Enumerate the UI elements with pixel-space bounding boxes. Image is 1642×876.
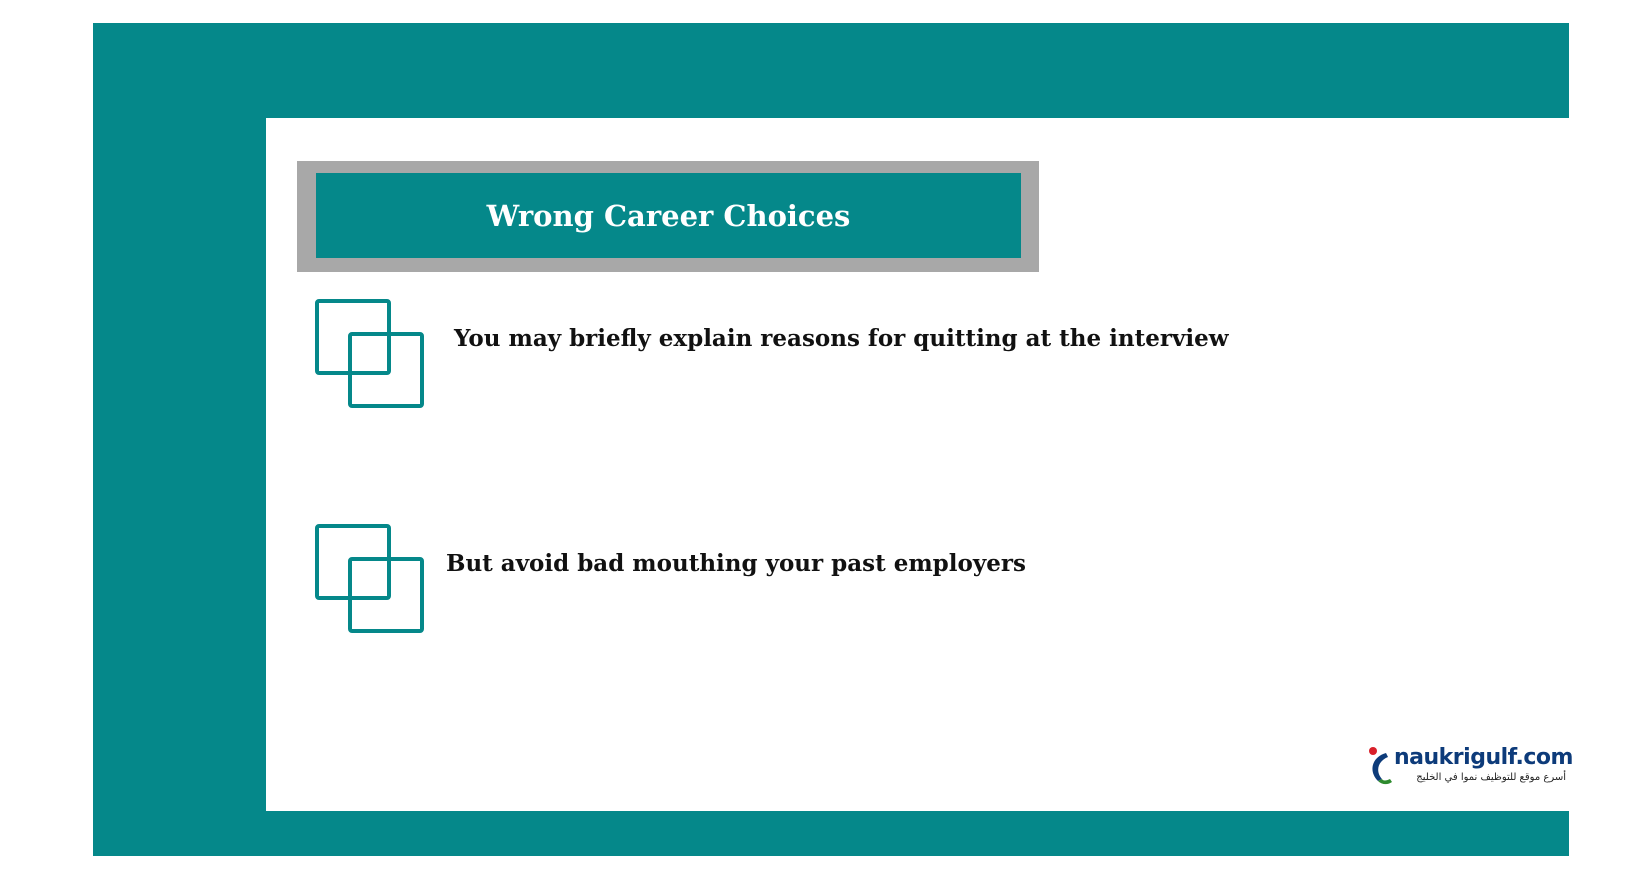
logo-name-suffix: .com (1515, 745, 1573, 770)
overlapping-squares-icon (314, 298, 430, 414)
slide-canvas (266, 118, 1589, 811)
bullet-text-2: But avoid bad mouthing your past employers (446, 550, 1026, 577)
logo-tagline: أسرع موقع للتوظيف نموا في الخليج (1416, 772, 1566, 783)
logo-name-main: naukrigulf (1394, 745, 1516, 770)
slide-frame (93, 23, 1573, 856)
slide-title: Wrong Career Choices (486, 198, 851, 233)
naukrigulf-logo (1364, 745, 1573, 789)
title-box (316, 173, 1021, 258)
naukrigulf-person-icon (1364, 745, 1394, 785)
overlapping-squares-icon (314, 523, 430, 639)
logo-wordmark (1394, 745, 1573, 770)
bullet-text-1: You may briefly explain reasons for quitting at the interview (454, 325, 1229, 352)
